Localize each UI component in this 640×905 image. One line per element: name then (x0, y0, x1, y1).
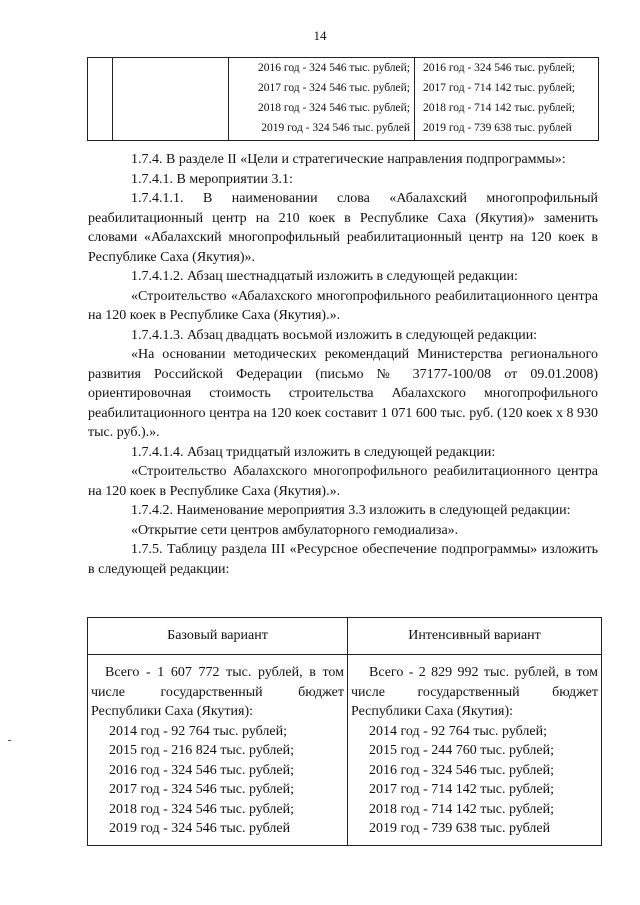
paragraph: 1.7.4.1.4. Абзац тридцатый изложить в следующей редакции: (131, 444, 496, 460)
paragraph: «Открытие сети центров амбулаторного гемодиализа». (131, 522, 459, 538)
intensive-year-line: 2016 год - 324 546 тыс. рублей; (423, 62, 575, 74)
paragraph: 1.7.4.1.2. Абзац шестнадцатый изложить в следующей редакции: (131, 269, 518, 284)
base-year-line: 2018 год - 324 546 тыс. рублей; (109, 801, 295, 817)
paragraph: «Строительство «Абалахского многопрофильного реабилитационного центра на 120 коек в Республике Саха (Якутия).». (88, 288, 598, 323)
paragraph: «Строительство Абалахского многопрофильного реабилитационного центра на 120 коек в Республике Саха (Якутия).». (88, 464, 598, 499)
paragraph: 1.7.4.1.3. Абзац двадцать восьмой изложить в следующей редакции: (131, 327, 538, 343)
base-year-line: 2016 год - 324 546 тыс. рублей; (109, 762, 295, 778)
base-year-line: 2017 год - 324 546 тыс. рублей; (109, 782, 295, 797)
intensive-year-line: 2017 год - 714 142 тыс. рублей; (369, 782, 555, 797)
paragraph: 1.7.5. Таблицу раздела III «Ресурсное обеспечение подпрограммы» изложить в следующей редакции: (88, 542, 598, 577)
base-year-line: 2015 год - 216 824 тыс. рублей; (109, 743, 295, 758)
base-summary: Всего - 1 607 772 тыс. рублей, в том числе государственный бюджет Республики Саха (Якутия): (91, 665, 344, 719)
intensive-year-line: 2019 год - 739 638 тыс. рублей (423, 122, 572, 134)
base-year-line: 2014 год - 92 764 тыс. рублей; (109, 723, 288, 739)
intensive-summary: Всего - 2 829 992 тыс. рублей, в том числе государственный бюджет Республики Саха (Якутия): (351, 665, 598, 719)
base-year-line: 2019 год - 324 546 тыс. рублей (261, 122, 410, 134)
header-intensive-variant: Интенсивный вариант (348, 618, 602, 655)
base-variant-cell (88, 655, 348, 846)
intensive-year-line: 2014 год - 92 764 тыс. рублей; (369, 723, 548, 739)
continuation-table (87, 57, 599, 141)
margin-mark (8, 740, 11, 741)
paragraph: 1.7.4.2. Наименование мероприятия 3.3 изложить в следующей редакции: (131, 503, 571, 518)
intensive-year-line: 2019 год - 739 638 тыс. рублей (369, 821, 551, 836)
page-number: 14 (313, 28, 327, 43)
header-base-variant: Базовый вариант (88, 618, 348, 655)
paragraph: 1.7.4.1. В мероприятии 3.1: (131, 171, 293, 187)
table-row (88, 655, 602, 846)
base-year-line: 2018 год - 324 546 тыс. рублей; (258, 102, 410, 114)
table-row (88, 58, 599, 141)
intensive-variant-cell (415, 58, 599, 141)
intensive-year-line: 2016 год - 324 546 тыс. рублей; (369, 762, 555, 778)
table-cell-empty (88, 58, 113, 141)
table-header-row (88, 618, 602, 655)
base-year-line: 2016 год - 324 546 тыс. рублей; (258, 62, 410, 74)
document-body (88, 150, 598, 579)
resource-table (87, 617, 602, 846)
paragraph: «На основании методических рекомендаций Министерства регионального развития Российской Федерации (письмо № 37177-100/08 от 09.01.2008) ориентировочная стоимость строительства Абалахского многопрофильного реабилитационного центра на 120 коек составит 1 071 600 тыс. руб. (120 коек х 8 930 тыс. руб.).». (88, 347, 598, 440)
table-cell-empty (113, 58, 229, 141)
paragraph: 1.7.4.1.1. В наименовании слова «Абалахский многопрофильный реабилитационный центр на 210 коек в Республике Саха (Якутия)» заменить словами «Абалахский многопрофильный реабилитационный центр на 120 коек в Республике Саха (Якутия)». (88, 191, 598, 265)
intensive-year-line: 2018 год - 714 142 тыс. рублей; (423, 102, 575, 114)
base-variant-cell (229, 58, 415, 141)
intensive-year-line: 2018 год - 714 142 тыс. рублей; (369, 801, 555, 817)
intensive-year-line: 2017 год - 714 142 тыс. рублей; (423, 82, 575, 94)
base-year-line: 2017 год - 324 546 тыс. рублей; (258, 82, 410, 94)
intensive-variant-cell (348, 655, 602, 846)
base-year-line: 2019 год - 324 546 тыс. рублей (109, 821, 291, 836)
intensive-year-line: 2015 год - 244 760 тыс. рублей; (369, 743, 555, 758)
paragraph: 1.7.4. В разделе II «Цели и стратегические направления подпрограммы»: (131, 152, 566, 167)
